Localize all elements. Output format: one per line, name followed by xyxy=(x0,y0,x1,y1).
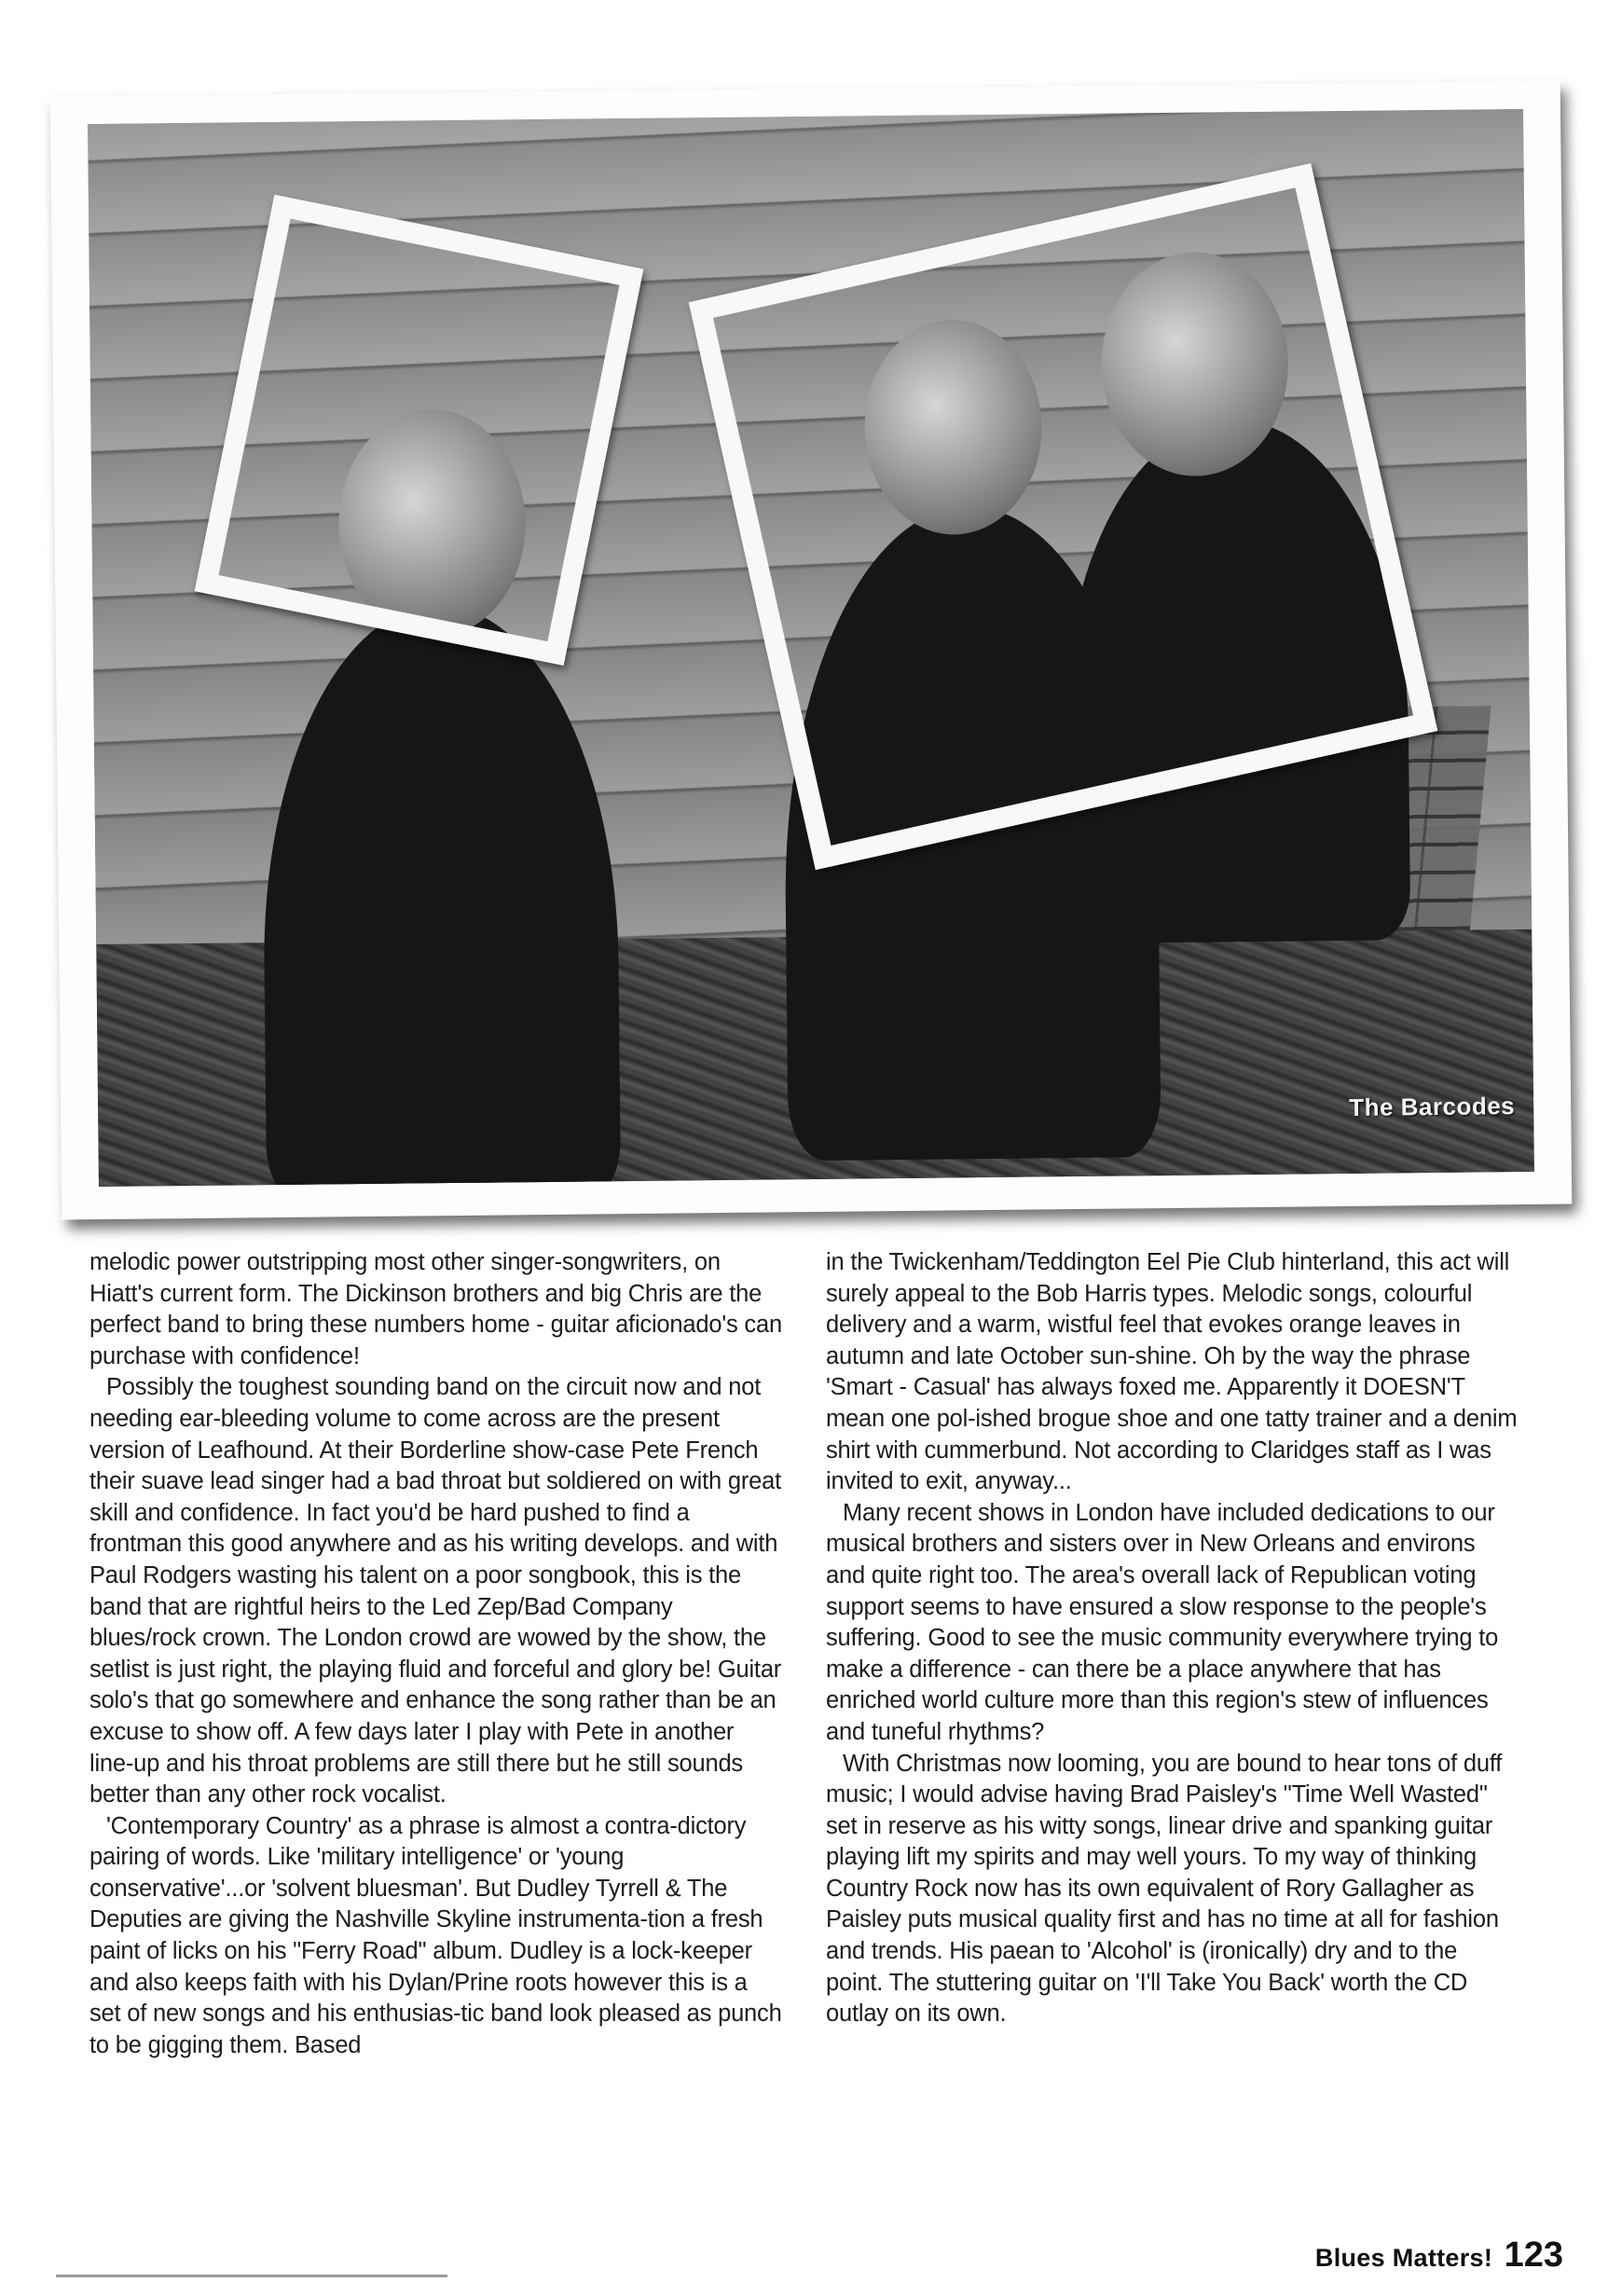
paragraph: Possibly the toughest sounding band on the circuit now and not needing ear-bleeding volume to come across are the present version of Leafhound. At their Borderline show-case Pete French their suave lead singer had a bad throat but soldiered on with great skill and confidence. In fact you'd be hard pushed to find a frontman this good anywhere and as his writing develops. and with Paul Rodgers wasting his talent on a poor songbook, this is the band that are rightful heirs to the Led Zep/Bad Company blues/rock crown. The London crowd are wowed by the show, the setlist is just right, the playing fluid and forceful and glory be! Guitar solo's that go somewhere and enhance the song rather than be an excuse to show off. A few days later I play with Pete in another line-up and his throat problems are still there but he still sounds better than any other rock vocalist. xyxy=(89,1374,782,1808)
footer-rule xyxy=(56,2275,447,2277)
polaroid-frame-left xyxy=(195,195,644,666)
magazine-name: Blues Matters! xyxy=(1314,2244,1493,2272)
article-column-right xyxy=(826,1247,1520,2030)
paragraph: With Christmas now looming, you are bound to hear tons of duff music; I would advise having Brad Paisley's "Time Well Wasted" set in reserve as his witty songs, linear drive and spanking guitar playing lift my spirits and may well yours. To my way of thinking Country Rock now has its own equivalent of Rory Gallagher as Paisley puts musical quality first and has no time at all for fashion and trends. His paean to 'Alcohol' is (ironically) dry and to the point. The stuttering guitar on 'I'll Take You Back' worth the CD outlay on its own. xyxy=(826,1750,1503,2028)
photo-caption: The Barcodes xyxy=(1349,1092,1516,1121)
article-column-left xyxy=(89,1247,784,2061)
paragraph: in the Twickenham/Teddington Eel Pie Club hinterland, this act will surely appeal to the Bob Harris types. Melodic songs, colourful delivery and a warm, wistful feel that evokes orange leaves in autumn and late October sun-shine. Oh by the way the phrase 'Smart - Casual' has always foxed me. Apparently it DOESN'T mean one pol-ished brogue shoe and one tatty trainer and a denim shirt with cummerbund. Not according to Claridges staff as I was invited to exit, anyway... xyxy=(826,1249,1518,1495)
paragraph: melodic power outstripping most other singer-songwriters, on Hiatt's current form. The Dickinson brothers and big Chris are the perfect band to bring these numbers home - guitar aficionado's can purchase with confidence! xyxy=(89,1249,782,1369)
band-photo xyxy=(88,109,1534,1187)
band-photo-card xyxy=(50,81,1573,1220)
page-footer xyxy=(1315,2235,1563,2275)
article-columns xyxy=(89,1247,1525,2124)
paragraph: 'Contemporary Country' as a phrase is almost a contra-dictory pairing of words. Like 'military intelligence' or 'young conservative'...or 'solvent bluesman'. But Dudley Tyrrell & The Deputies are giving the Nashville Skyline instrumenta-tion a fresh paint of licks on his "Ferry Road" album. Dudley is a lock-keeper and also keeps faith with his Dylan/Prine roots however this is a set of new songs and his enthusias-tic band look pleased as punch to be gigging them. Based xyxy=(89,1812,782,2058)
page-number: 123 xyxy=(1504,2235,1563,2275)
paragraph: Many recent shows in London have included dedications to our musical brothers and sisters over in New Orleans and environs and quite right too. The area's overall lack of Republican voting support seems to have ensured a slow response to the people's suffering. Good to see the music community everywhere trying to make a difference - can there be a place anywhere that has enriched world culture more than this region's stew of influences and tuneful rhythms? xyxy=(826,1499,1499,1745)
